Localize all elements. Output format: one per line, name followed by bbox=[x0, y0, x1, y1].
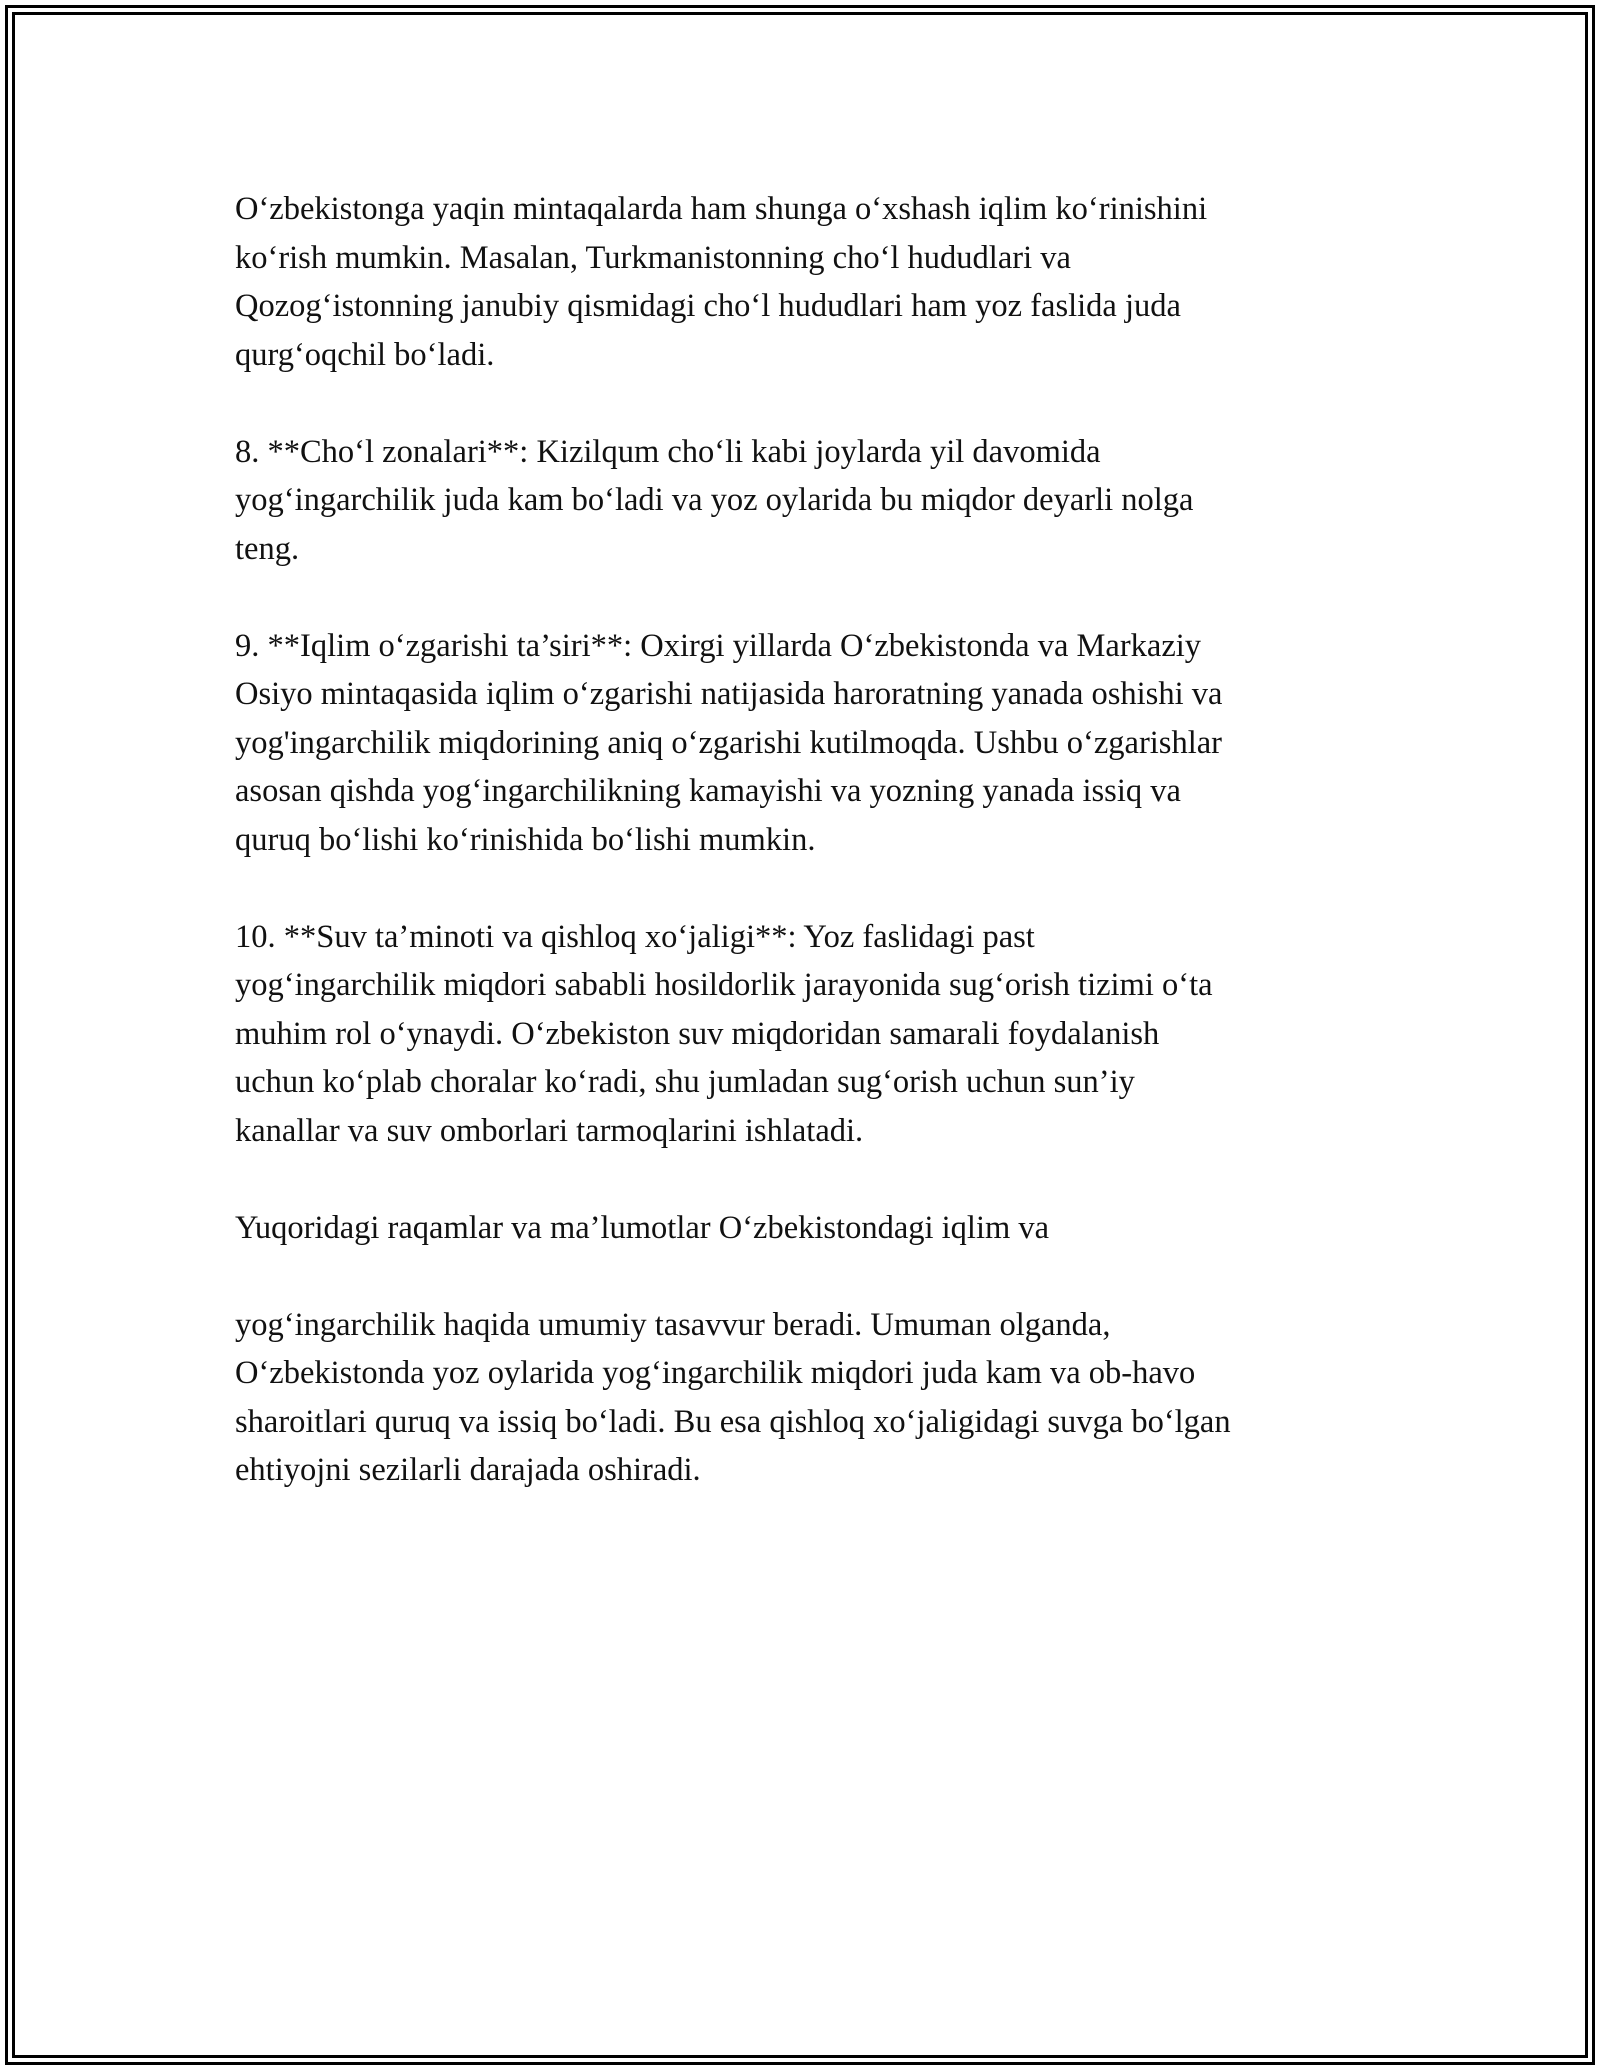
paragraph-conclusion: yog‘ingarchilik haqida umumiy tasavvur beradi. Umuman olganda, O‘zbekistonda yoz oylarida yog‘ingarchilik miqdori juda kam va ob-havo sharoitlari quruq va issiq bo‘ladi. Bu esa qishloq xo‘jaligidagi suvga bo‘lgan ehtiyojni sezilarli darajada oshiradi. bbox=[235, 1306, 1231, 1488]
paragraph-desert-zones: 8. **Cho‘l zonalari**: Kizilqum cho‘li kabi joylarda yil davomida yog‘ingarchilik juda kam bo‘ladi va yoz oylarida bu miqdor deyarli nolga teng. bbox=[235, 433, 1194, 567]
document-body bbox=[235, 185, 1375, 1495]
paragraph-water-agriculture: 10. **Suv ta’minoti va qishloq xo‘jaligi**: Yoz faslidagi past yog‘ingarchilik miqdori sababli hosildorlik jarayonida sug‘orish tizimi o‘ta muhim rol o‘ynaydi. O‘zbekiston suv miqdoridan samarali foydalanish uchun ko‘plab choralar ko‘radi, shu jumladan sug‘orish uchun sun’iy kanallar va suv omborlari tarmoqlarini ishlatadi. bbox=[235, 918, 1213, 1149]
paragraph-climate-change: 9. **Iqlim o‘zgarishi ta’siri**: Oxirgi yillarda O‘zbekistonda va Markaziy Osiyo mintaqasida iqlim o‘zgarishi natijasida haroratning yanada oshishi va yog'ingarchilik miqdorining aniq o‘zgarishi kutilmoqda. Ushbu o‘zgarishlar asosan qishda yog‘ingarchilikning kamayishi va yozning yanada issiq va quruq bo‘lishi ko‘rinishida bo‘lishi mumkin. bbox=[235, 627, 1223, 858]
paragraph-neighbor-regions: O‘zbekistonga yaqin mintaqalarda ham shunga o‘xshash iqlim ko‘rinishini ko‘rish mumkin. Masalan, Turkmanistonning cho‘l hududlari va Qozog‘istonning janubiy qismidagi cho‘l hududlari ham yoz faslida juda qurg‘oqchil bo‘ladi. bbox=[235, 191, 1208, 373]
paragraph-summary-intro: Yuqoridagi raqamlar va ma’lumotlar O‘zbekistondagi iqlim va bbox=[235, 1209, 1050, 1246]
